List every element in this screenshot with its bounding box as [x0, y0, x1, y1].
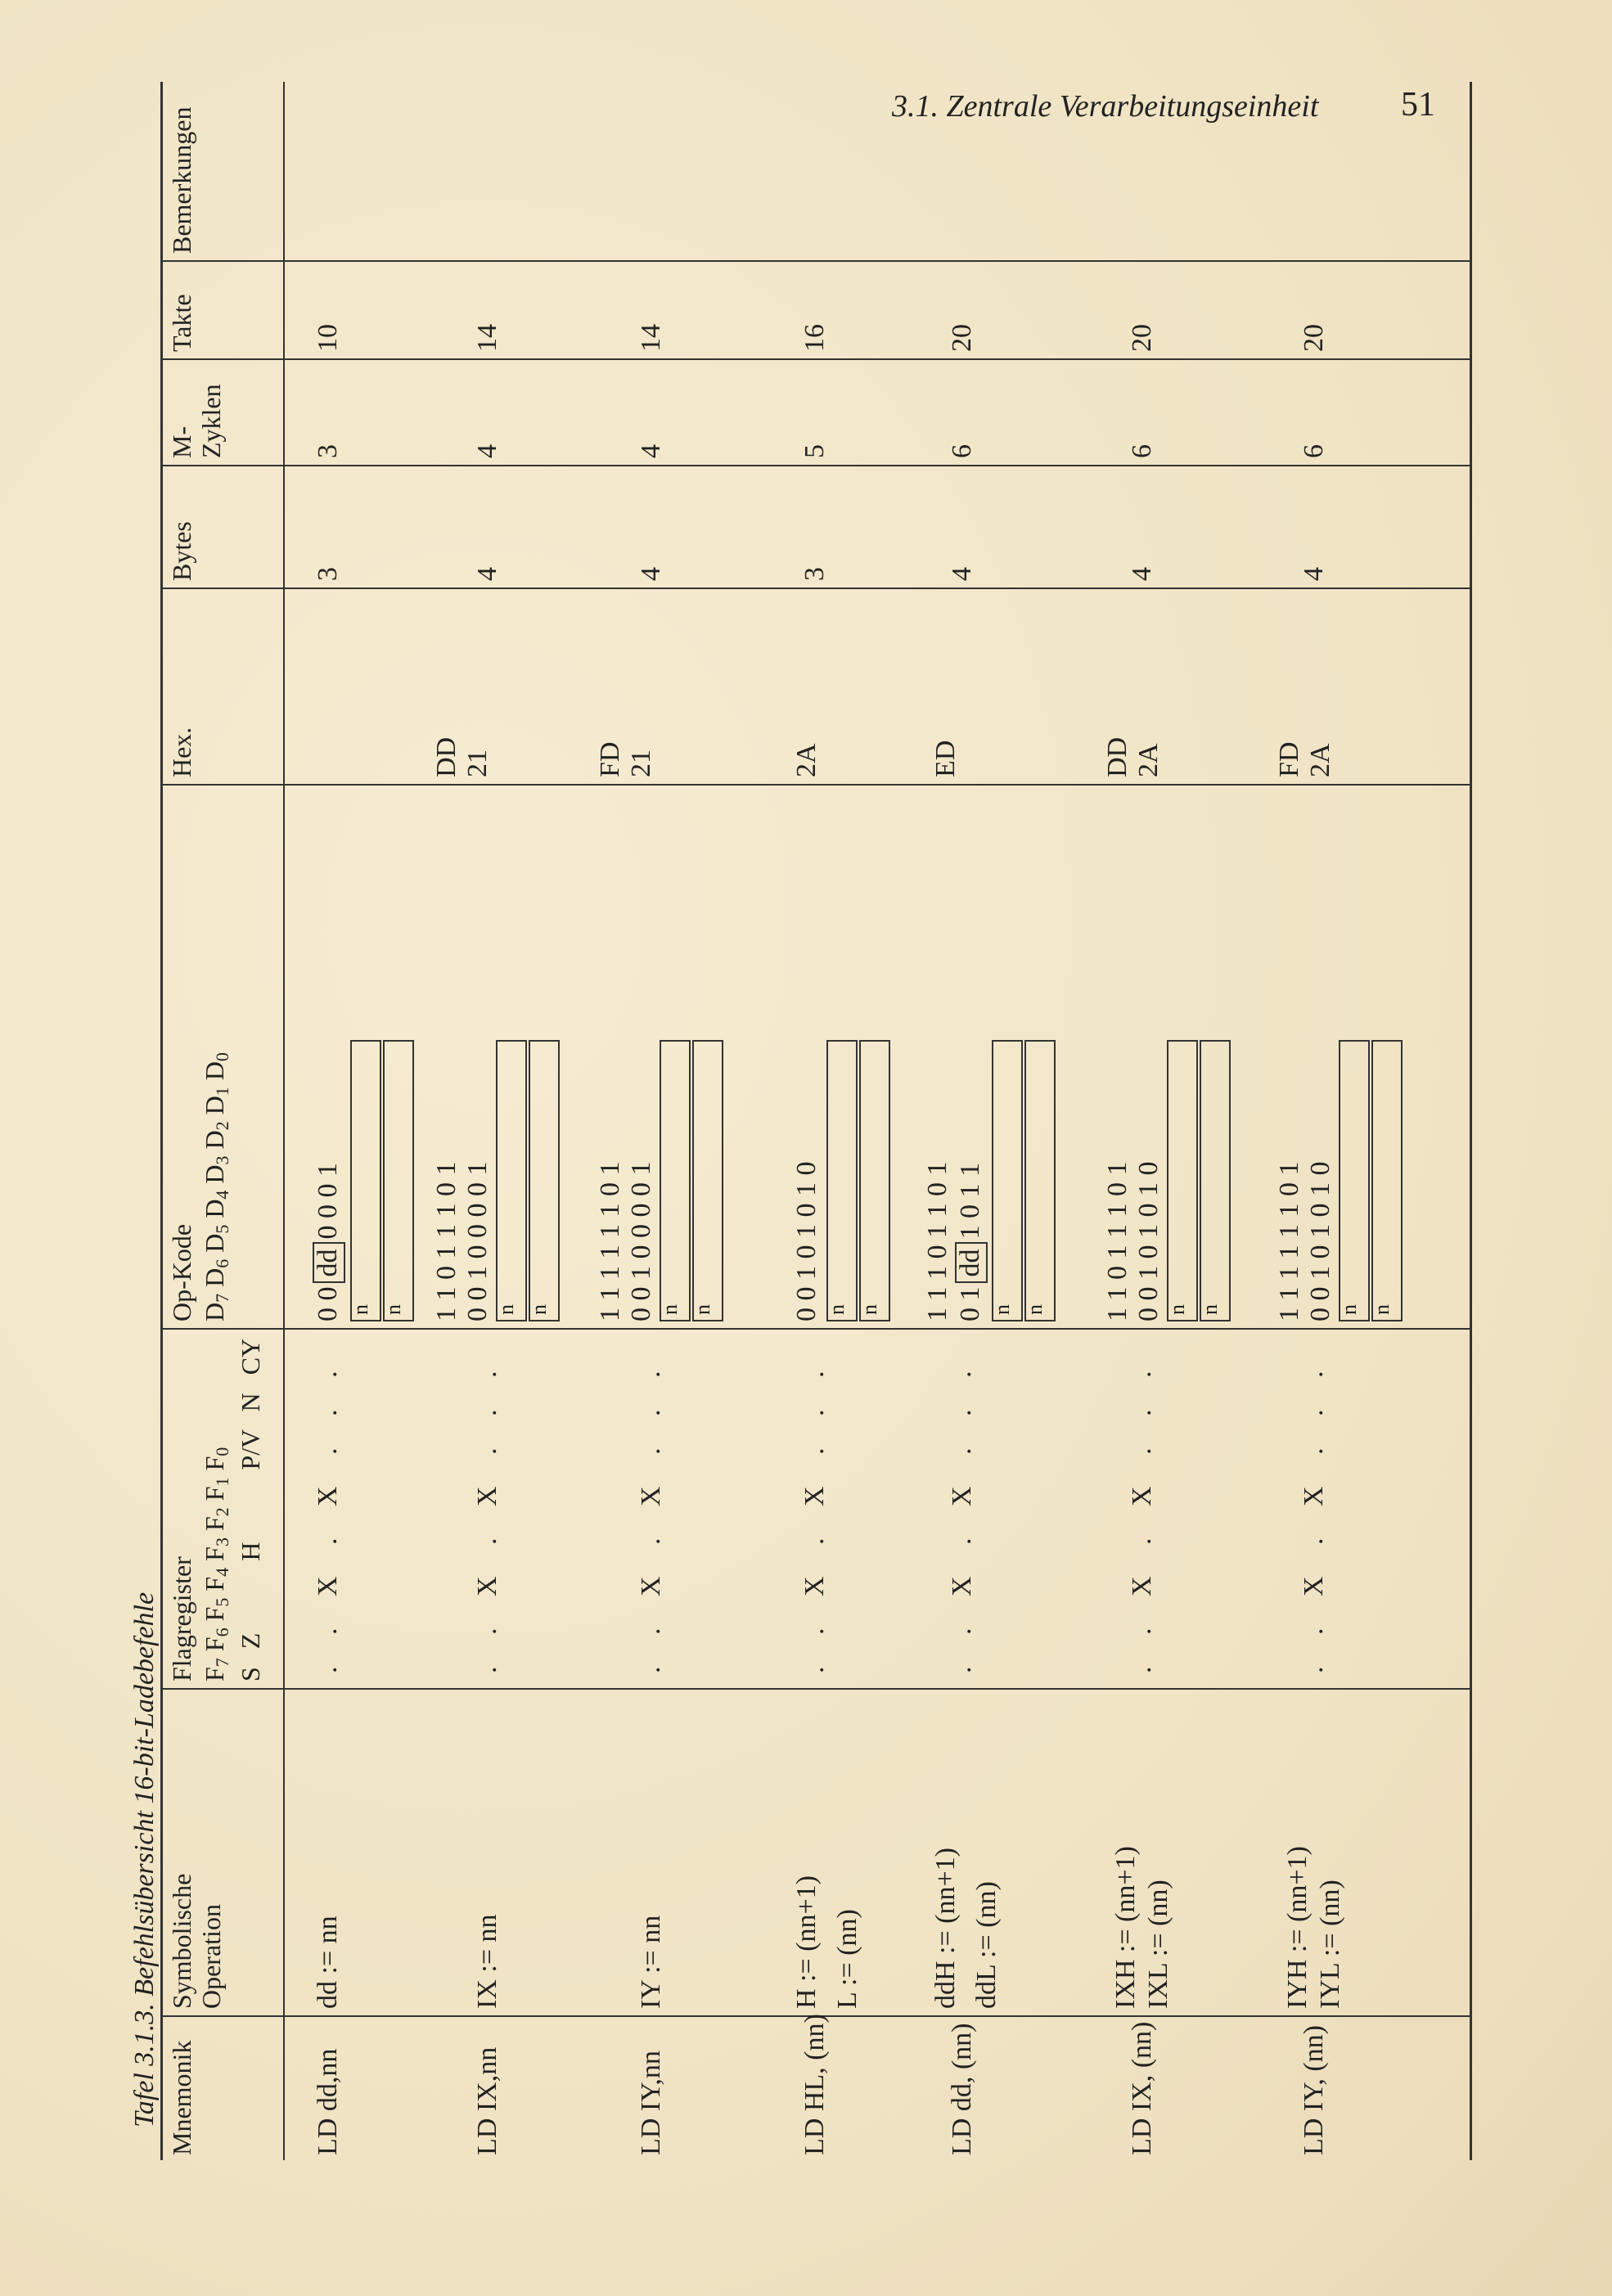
row-2-takte: 14 — [636, 324, 666, 352]
row-1-code1: 1 1 0 1 1 1 0 1 — [431, 1161, 462, 1321]
header-opkode: Op-Kode — [167, 1223, 196, 1321]
row-5-hex2: 2A — [1133, 743, 1164, 777]
table-cell: n — [990, 1304, 1014, 1315]
header-symbolische: Symbolische — [167, 1873, 196, 2009]
row-5-hex: DD — [1102, 736, 1132, 777]
page-number: 51 — [1401, 86, 1435, 124]
row-4-code2 — [954, 1163, 988, 1321]
row-3-code1: 0 0 1 0 1 0 1 0 — [791, 1161, 822, 1321]
operand-box — [496, 1040, 527, 1321]
row-0-op1: dd := nn — [313, 1916, 343, 2009]
row-4-hex: ED — [930, 740, 961, 777]
table-cell: n — [1337, 1304, 1361, 1315]
table-cell: 3 — [212, 1537, 232, 1547]
row-2-mnemonik: LD IY,nn — [636, 2051, 666, 2155]
row-4-mnemonik: LD dd, (nn) — [947, 2023, 977, 2155]
row-4-op2: ddL := (nn) — [971, 1881, 1002, 2009]
row-1-takte: 14 — [472, 324, 502, 352]
header-takte: Takte — [167, 294, 196, 352]
row-1-op1: IX := nn — [472, 1914, 502, 2009]
row-3-hex: 2A — [791, 743, 822, 777]
running-head: 3.1. Zentrale Verarbeitungseinheit — [892, 89, 1319, 124]
table-cell: 4 — [212, 1567, 232, 1577]
row-5-mnemonik: LD IX, (nn) — [1127, 2021, 1157, 2155]
row-3-op2: L := (nn) — [832, 1909, 862, 2009]
row-1-flags: . . X . X . . . — [472, 1371, 502, 1673]
row-2-hex2: 21 — [626, 750, 656, 777]
row-6-hex2: 2A — [1305, 743, 1335, 777]
table-cell: 0 — [212, 1052, 232, 1062]
table-cell: 1 — [212, 1477, 232, 1487]
table-cell: 2 — [212, 1507, 232, 1517]
row-2-code2: 0 0 1 0 0 0 0 1 — [626, 1161, 656, 1321]
table-cell: 0 1 — [955, 1286, 985, 1321]
table-cell: P/V — [236, 1429, 265, 1470]
header-flag-names — [236, 1339, 265, 1681]
row-5-flags: . . X . X . . . — [1127, 1371, 1157, 1673]
table-cell: Z — [236, 1632, 265, 1650]
table-cell: 1 0 1 1 — [955, 1163, 985, 1240]
table-rule — [160, 1688, 1470, 1690]
row-5-code1: 1 1 0 1 1 1 0 1 — [1102, 1161, 1132, 1321]
operand-box — [826, 1040, 858, 1321]
operand-box — [1200, 1040, 1231, 1321]
row-3-op1: H := (nn+1) — [791, 1875, 822, 2009]
table-cell: CY — [236, 1338, 265, 1375]
row-3-mnemonik: LD HL, (nn) — [799, 2014, 830, 2155]
row-2-bytes: 4 — [636, 567, 666, 581]
row-5-takte: 20 — [1127, 324, 1157, 352]
header-m-zyklen-2: Zyklen — [196, 384, 226, 458]
table-rule — [160, 465, 1470, 466]
operand-box — [660, 1040, 691, 1321]
table-cell: 7 — [212, 1293, 232, 1303]
row-5-m: 6 — [1127, 444, 1157, 458]
table-cell: 1 — [212, 1087, 232, 1096]
row-3-m: 5 — [799, 444, 830, 458]
header-m-zyklen-1: M- — [167, 425, 196, 458]
row-2-flags: . . X . X . . . — [636, 1371, 666, 1673]
row-6-op1: IYH := (nn+1) — [1282, 1846, 1313, 2009]
table-cell: 3 — [212, 1155, 232, 1165]
table-cell: dd — [955, 1243, 988, 1284]
table-cell: 0 — [212, 1447, 232, 1456]
instruction-table — [160, 82, 1470, 2160]
row-6-hex: FD — [1274, 741, 1304, 777]
header-mnemonik: Mnemonik — [167, 2040, 196, 2155]
table-cell: H — [236, 1542, 265, 1561]
header-flagregister: Flagregister — [167, 1556, 196, 1681]
table-rule — [160, 1328, 1470, 1330]
operand-box — [992, 1040, 1023, 1321]
row-6-takte: 20 — [1299, 324, 1329, 352]
row-5-bytes: 4 — [1127, 567, 1157, 581]
row-1-bytes: 4 — [472, 567, 502, 581]
row-0-flags: . . X . X . . . — [313, 1371, 343, 1673]
table-cell: n — [1023, 1304, 1047, 1315]
operand-box — [529, 1040, 560, 1321]
row-1-code2: 0 0 1 0 0 0 0 1 — [462, 1161, 493, 1321]
table-rule — [160, 784, 1470, 786]
table-top-rule — [160, 82, 163, 2160]
table-cell: 0 0 0 1 — [313, 1163, 343, 1240]
operand-box — [383, 1040, 414, 1321]
table-cell: n — [858, 1304, 881, 1315]
table-cell: 2 — [212, 1121, 232, 1131]
row-6-code1: 1 1 1 1 1 1 0 1 — [1274, 1161, 1304, 1321]
table-cell: n — [1370, 1304, 1394, 1315]
header-rule — [283, 82, 285, 2160]
row-2-code1: 1 1 1 1 1 1 0 1 — [595, 1161, 625, 1321]
table-cell: n — [1198, 1304, 1222, 1315]
row-6-bytes: 4 — [1299, 567, 1329, 581]
table-cell: n — [527, 1304, 551, 1315]
header-operation: Operation — [196, 1904, 226, 2009]
table-cell: n — [825, 1304, 849, 1315]
row-2-hex: FD — [595, 741, 625, 777]
table-cell: 4 — [212, 1190, 232, 1200]
row-1-hex: DD — [431, 736, 462, 777]
table-cell: n — [381, 1304, 405, 1315]
table-cell: 6 — [212, 1258, 232, 1268]
row-3-bytes: 3 — [799, 567, 830, 581]
row-4-code1: 1 1 1 0 1 1 0 1 — [922, 1161, 952, 1321]
table-cell: 5 — [212, 1224, 232, 1234]
row-3-flags: . . X . X . . . — [799, 1371, 830, 1673]
row-1-mnemonik: LD IX,nn — [472, 2046, 502, 2155]
table-cell: 7 — [212, 1658, 232, 1668]
table-cell: N — [236, 1393, 265, 1412]
row-6-m: 6 — [1299, 444, 1329, 458]
header-bytes: Bytes — [167, 521, 196, 581]
table-cell: 6 — [212, 1627, 232, 1637]
row-1-hex2: 21 — [462, 750, 493, 777]
table-rule — [160, 358, 1470, 360]
row-5-op1: IXH := (nn+1) — [1110, 1846, 1141, 2009]
row-1-m: 4 — [472, 444, 502, 458]
table-cell: n — [349, 1304, 372, 1315]
row-3-takte: 16 — [799, 324, 830, 352]
row-5-code2: 0 0 1 0 1 0 1 0 — [1133, 1161, 1164, 1321]
header-hex: Hex. — [167, 727, 196, 777]
row-0-mnemonik: LD dd,nn — [313, 2048, 343, 2155]
row-2-m: 4 — [636, 444, 666, 458]
row-0-m: 3 — [313, 444, 343, 458]
row-0-takte: 10 — [313, 324, 343, 352]
row-2-op1: IY := nn — [636, 1915, 666, 2009]
table-rule — [160, 260, 1470, 262]
operand-box — [859, 1040, 890, 1321]
row-4-op1: ddH := (nn+1) — [930, 1848, 961, 2009]
table-cell: n — [658, 1304, 682, 1315]
table-bottom-rule — [1470, 82, 1472, 2160]
header-flag-numbers: $F_7$ $F_6$ $F_5$ $F_4$ $F_3$ $F_2$ $F_1$ $F_0$ — [200, 1447, 232, 1681]
table-cell: n — [1165, 1304, 1189, 1315]
row-6-flags: . . X . X . . . — [1299, 1371, 1329, 1673]
row-4-m: 6 — [947, 444, 977, 458]
row-6-code2: 0 0 1 0 1 0 1 0 — [1305, 1161, 1335, 1321]
row-0-code1 — [312, 1163, 345, 1321]
table-cell: n — [494, 1304, 518, 1315]
row-4-takte: 20 — [947, 324, 977, 352]
operand-box — [1339, 1040, 1370, 1321]
table-cell: S — [236, 1667, 265, 1681]
table-cell: 5 — [212, 1597, 232, 1607]
row-4-flags: . . X . X . . . — [947, 1371, 977, 1673]
header-bit-numbers: $D_7$ $D_6$ $D_5$ $D_4$ $D_3$ $D_2$ $D_1$ $D_0$ — [200, 1052, 232, 1321]
operand-box — [1167, 1040, 1198, 1321]
table-caption: Tafel 3.1.3. Befehlsübersicht 16-bit-Ladebefehle — [129, 1591, 160, 2127]
row-5-op2: IXL := (nn) — [1143, 1880, 1173, 2009]
row-0-bytes: 3 — [313, 567, 343, 581]
operand-box — [350, 1040, 381, 1321]
operand-box — [692, 1040, 723, 1321]
header-bemerkungen: Bemerkungen — [167, 106, 196, 254]
row-6-op2: IYL := (nn) — [1315, 1880, 1345, 2009]
table-cell: 0 0 — [313, 1286, 343, 1321]
operand-box — [1371, 1040, 1403, 1321]
table-rule — [160, 588, 1470, 589]
table-cell: n — [691, 1304, 714, 1315]
row-6-mnemonik: LD IY, (nn) — [1299, 2025, 1329, 2155]
operand-box — [1024, 1040, 1056, 1321]
row-4-bytes: 4 — [947, 567, 977, 581]
table-cell: dd — [313, 1243, 345, 1284]
